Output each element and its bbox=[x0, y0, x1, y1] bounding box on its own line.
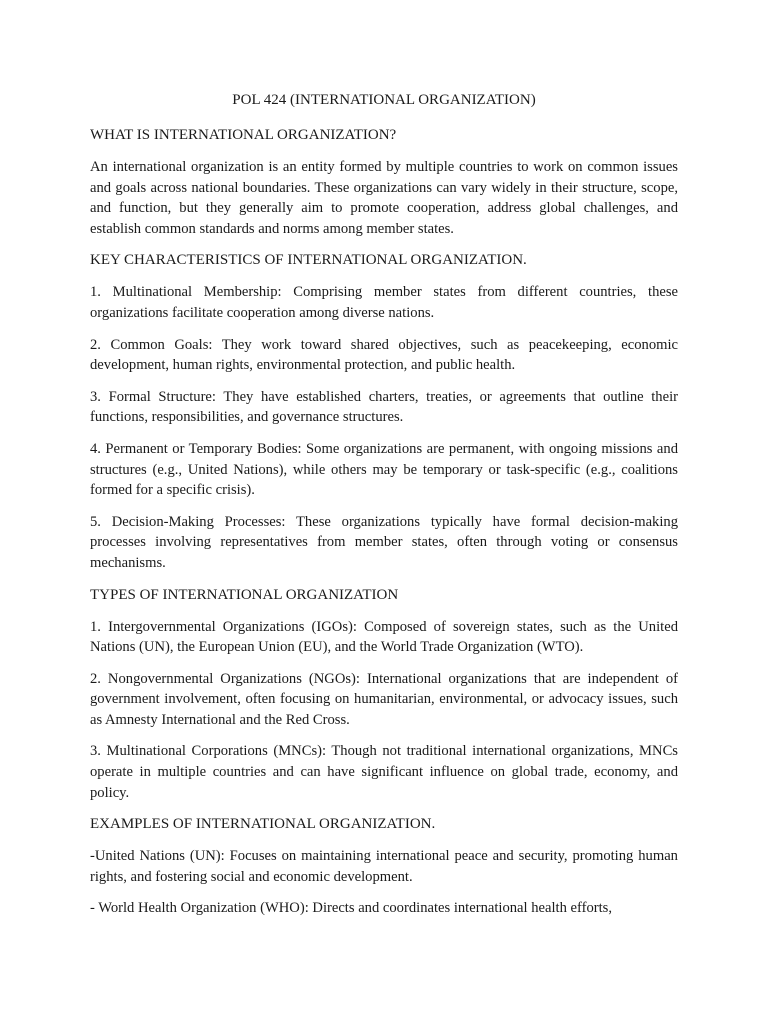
paragraph-lead: 2. Nongovernmental Organizations (NGOs): bbox=[90, 670, 360, 687]
document-title: POL 424 (INTERNATIONAL ORGANIZATION) bbox=[232, 92, 536, 108]
document-page bbox=[90, 90, 678, 930]
paragraph-who bbox=[90, 898, 678, 919]
paragraph-lead: 1. Intergovernmental Organizations (IGOs): bbox=[90, 618, 357, 635]
paragraph-text: Directs and coordinates international health efforts, bbox=[308, 900, 613, 917]
paragraph-lead: 1. Multinational Membership: bbox=[90, 284, 282, 301]
paragraph-text: Some organizations are permanent, with ongoing missions and structures (e.g., United Nations), while others may be temporary or task-specific (e.g., coalitions formed for a specific crisis). bbox=[90, 440, 678, 499]
section-heading-key-characteristics: KEY CHARACTERISTICS OF INTERNATIONAL ORGANIZATION. bbox=[90, 252, 527, 269]
paragraph-multinational-membership bbox=[90, 282, 678, 323]
paragraph-text: Comprising member states from different countries, these organizations facilitate cooperation among diverse nations. bbox=[90, 284, 679, 321]
paragraph-text: They work toward shared objectives, such as peacekeeping, economic development, human rights, environmental protection, and public health. bbox=[90, 336, 679, 374]
paragraph-lead: 3. Multinational Corporations (MNCs): bbox=[90, 743, 327, 760]
paragraph-igos bbox=[90, 617, 678, 658]
paragraph-text: Focuses on maintaining international peace and security, promoting human rights, and fostering social and economic development. bbox=[90, 848, 678, 885]
paragraph-text: These organizations typically have formal decision-making processes involving representatives from member states, often through voting or consensus mechanisms. bbox=[90, 513, 678, 571]
paragraph-formal-structure bbox=[90, 387, 678, 428]
paragraph-mncs bbox=[90, 741, 678, 803]
section-heading-what-is: WHAT IS INTERNATIONAL ORGANIZATION? bbox=[90, 127, 397, 143]
paragraph-lead: 2. Common Goals: bbox=[90, 336, 213, 353]
paragraph-text: They have established charters, treaties, or agreements that outline their functions, responsibilities, and governance structures. bbox=[90, 388, 678, 426]
paragraph-ngos bbox=[90, 669, 678, 731]
paragraph-decision-making bbox=[90, 512, 678, 574]
paragraph-permanent-temporary bbox=[90, 439, 678, 501]
paragraph-lead: 5. Decision-Making Processes: bbox=[90, 513, 286, 530]
paragraph-lead: -United Nations (UN): bbox=[90, 848, 225, 865]
paragraph-united-nations bbox=[90, 846, 678, 887]
section-heading-types: TYPES OF INTERNATIONAL ORGANIZATION bbox=[90, 586, 399, 603]
paragraph-common-goals bbox=[90, 335, 678, 376]
paragraph-text: Composed of sovereign states, such as the United Nations (UN), the European Union (EU), and the World Trade Organization (WTO). bbox=[90, 618, 678, 656]
paragraph-text: Though not traditional international organizations, MNCs operate in multiple countries and can have significant influence on global trade, economy, and policy. bbox=[90, 743, 678, 801]
section-heading-examples: EXAMPLES OF INTERNATIONAL ORGANIZATION. bbox=[90, 816, 436, 833]
paragraph-lead: - World Health Organization (WHO): bbox=[90, 900, 309, 917]
paragraph-lead: 4. Permanent or Temporary Bodies: bbox=[90, 440, 302, 457]
paragraph-lead: 3. Formal Structure: bbox=[90, 388, 216, 405]
paragraph-text: An international organization is an entity formed by multiple countries to work on common issues and goals across national boundaries. These organizations can vary widely in their structure, scope, and function, but they generally aim to promote cooperation, address global challenges, and establish common standards and norms among member states. bbox=[90, 159, 678, 237]
paragraph-definition bbox=[90, 157, 678, 239]
paragraph-text: International organizations that are independent of government involvement, often focusing on humanitarian, environmental, or advocacy issues, such as Amnesty International and the Red Cross. bbox=[90, 670, 679, 728]
